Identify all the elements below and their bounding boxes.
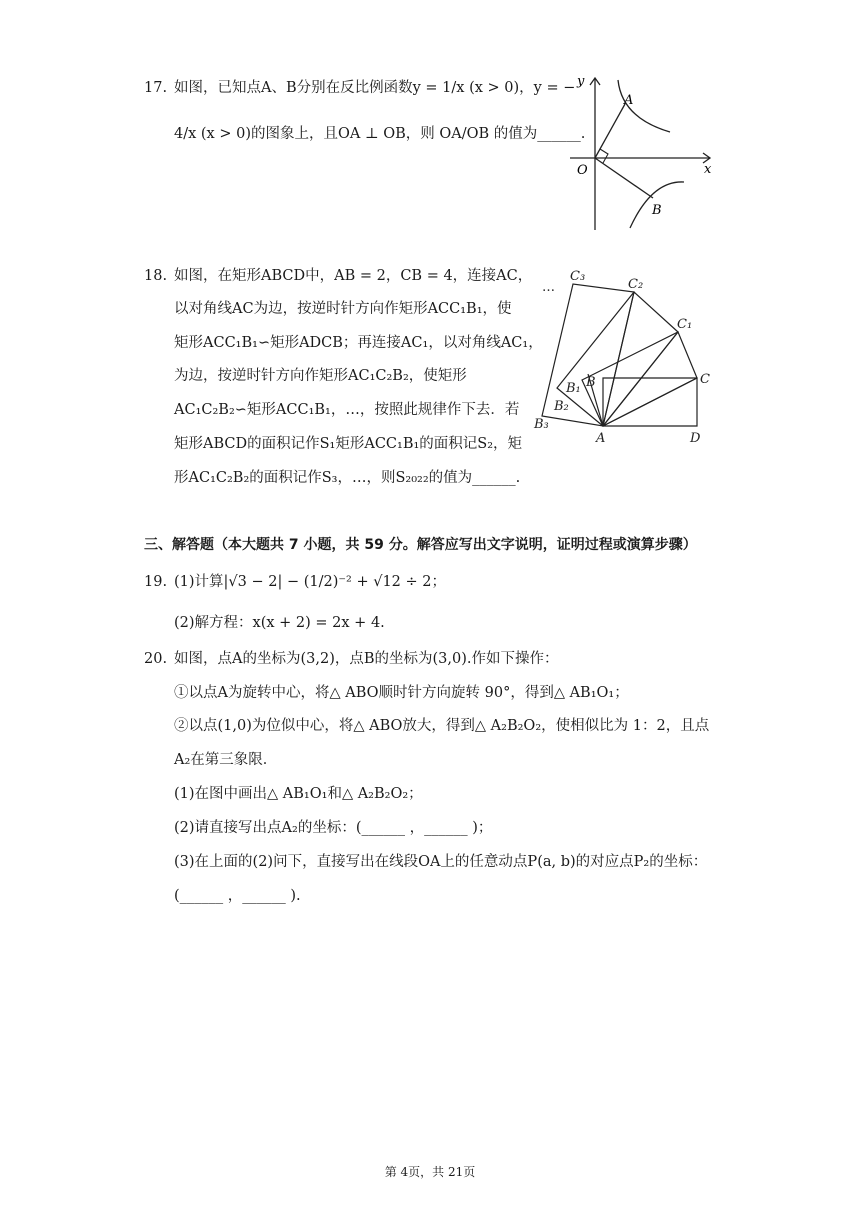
question-18-line-2: 以对角线AC为边，按逆时针方向作矩形ACC₁B₁，使 — [174, 301, 512, 317]
question-17-line-2: 4/x (x > 0)的图象上，且OA ⊥ OB，则 OA/OB 的值为______. — [174, 126, 586, 142]
question-18-figure — [530, 262, 720, 450]
right-angle-marker — [600, 149, 608, 163]
question-18-line-4: 为边，按逆时针方向作矩形AC₁C₂B₂，使矩形 — [174, 368, 467, 384]
label-b: B — [586, 375, 596, 390]
question-20-line-2: ①以点A为旋转中心，将△ ABO顺时针方向旋转 90°，得到△ AB₁O₁； — [174, 685, 629, 701]
y-axis-label: y — [577, 74, 585, 89]
origin-label: O — [577, 163, 588, 178]
question-20-number: 20. — [144, 651, 168, 667]
label-b3: B₃ — [534, 417, 549, 432]
question-20-line-6: (2)请直接写出点A₂的坐标：(______ ，______ )； — [174, 820, 493, 836]
question-20-line-1: 如图，点A的坐标为(3,2)，点B的坐标为(3,0).作如下操作： — [174, 651, 559, 667]
page-footer: 第 4页，共 21页 — [384, 1165, 476, 1179]
label-a: A — [596, 431, 606, 446]
question-19-number: 19. — [144, 574, 168, 590]
question-17-figure — [560, 68, 720, 234]
label-d: D — [690, 431, 701, 446]
question-18-number: 18. — [144, 268, 168, 284]
question-20-line-7: (3)在上面的(2)问下，直接写出在线段OA上的任意动点P(a, b)的对应点P₂的坐标： — [174, 854, 708, 870]
question-18-line-3: 矩形ACC₁B₁∽矩形ADCB；再连接AC₁，以对角线AC₁， — [174, 335, 543, 351]
label-c3: C₃ — [570, 269, 586, 284]
label-c: C — [700, 372, 710, 387]
x-axis-label: x — [704, 162, 712, 177]
question-18-line-5: AC₁C₂B₂∽矩形ACC₁B₁，…，按照此规律作下去．若 — [174, 402, 520, 418]
question-20-line-5: (1)在图中画出△ AB₁O₁和△ A₂B₂O₂； — [174, 786, 423, 802]
label-b2: B₂ — [554, 399, 569, 414]
label-c2: C₂ — [628, 277, 644, 292]
diagonal-ac — [603, 378, 697, 426]
figure-ellipsis: … — [542, 280, 555, 295]
question-19-part-1: (1)计算|√3 − 2| − (1/2)⁻² + √12 ÷ 2； — [174, 574, 447, 590]
question-20-line-8: (______ ，______ ). — [174, 888, 301, 904]
question-18-line-7: 形AC₁C₂B₂的面积记作S₃，…，则S₂₀₂₂的值为______. — [174, 470, 521, 486]
question-17-number: 17. — [144, 80, 168, 96]
question-17-line-1: 如图，已知点A、B分别在反比例函数y = 1/x (x > 0)，y = − — [174, 80, 576, 96]
question-18-line-1: 如图，在矩形ABCD中，AB = 2，CB = 4，连接AC， — [174, 268, 533, 284]
question-20-line-4: A₂在第三象限． — [174, 752, 278, 768]
point-b-label: B — [652, 203, 662, 218]
label-b1: B₁ — [566, 381, 581, 396]
point-a-label: A — [624, 93, 634, 108]
label-c1: C₁ — [677, 317, 693, 332]
segment-ob — [595, 158, 653, 198]
question-18-line-6: 矩形ABCD的面积记作S₁矩形ACC₁B₁的面积记S₂，矩 — [174, 436, 523, 452]
segment-oa — [595, 104, 625, 158]
rectangle-ac1c2b2 — [557, 292, 678, 426]
section-3-heading: 三、解答题（本大题共 7 小题，共 59 分。解答应写出文字说明，证明过程或演算步骤） — [144, 537, 697, 553]
question-20-line-3: ②以点(1,0)为位似中心，将△ ABO放大，得到△ A₂B₂O₂，使相似比为 1：2，且点 — [174, 718, 710, 734]
question-19-part-2: (2)解方程：x(x + 2) = 2x + 4. — [174, 615, 385, 631]
